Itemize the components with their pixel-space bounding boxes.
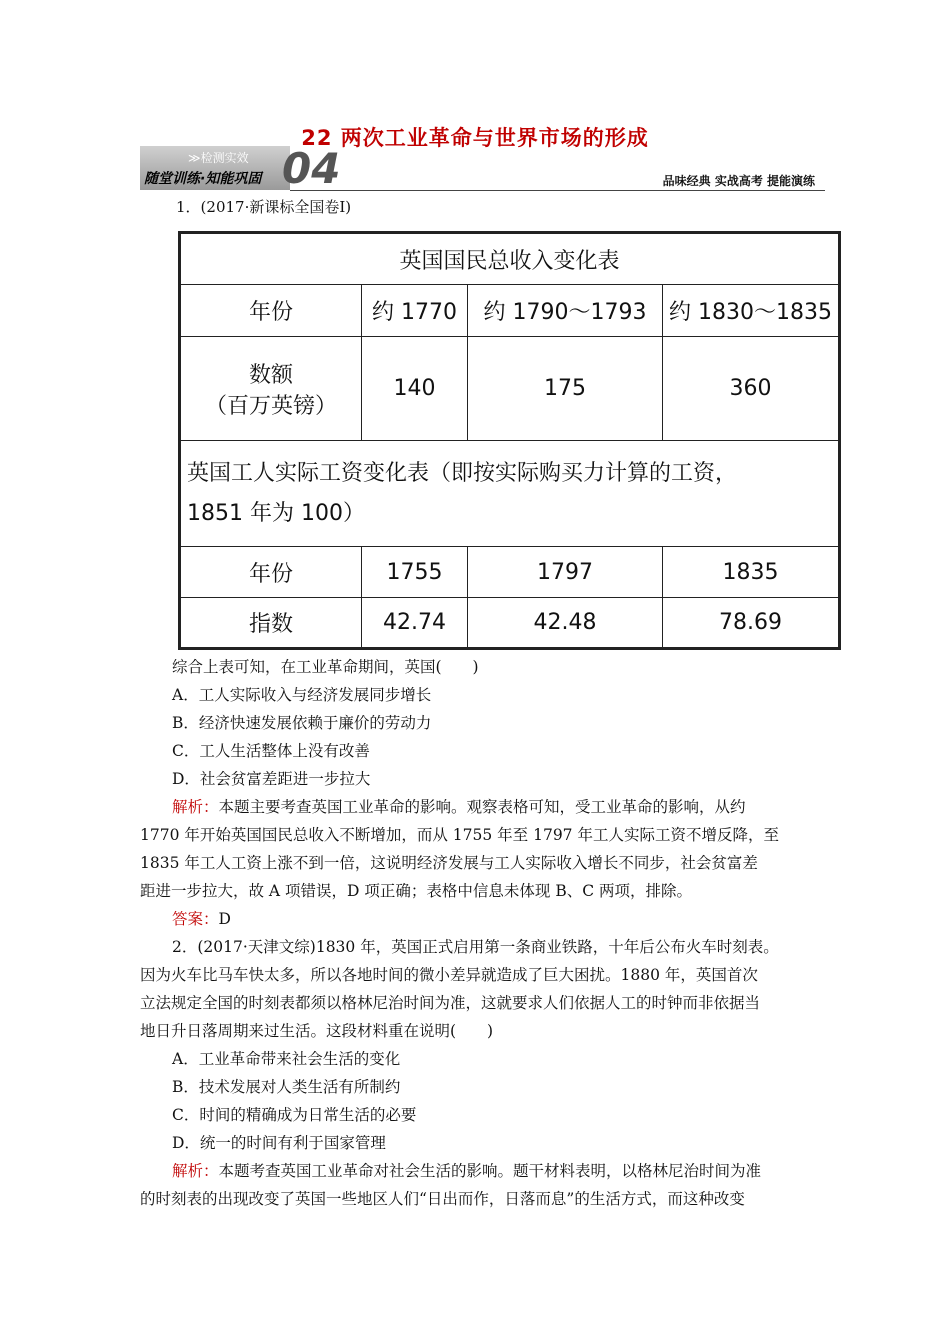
analysis-line: 的时刻表的出现改变了英国一些地区人们“日出而作，日落而息”的生活方式，而这种改变 bbox=[140, 1190, 745, 1208]
banner-top-label: ≫检测实效 bbox=[188, 151, 249, 165]
section-banner bbox=[140, 146, 825, 192]
table-cell: 指数 bbox=[180, 598, 362, 649]
amount-unit: （百万英镑） bbox=[204, 393, 337, 419]
table-cell: 360 bbox=[663, 337, 840, 441]
option-b: B．经济快速发展依赖于廉价的劳动力 bbox=[172, 714, 432, 732]
banner-slogan: 品味经典 实战高考 提能演练 bbox=[662, 174, 815, 188]
table-cell: 1755 bbox=[362, 547, 468, 598]
table-cell: 78.69 bbox=[663, 598, 840, 649]
table-cell: 42.48 bbox=[468, 598, 663, 649]
option-a: A．工人实际收入与经济发展同步增长 bbox=[172, 686, 432, 704]
table-cell: 42.74 bbox=[362, 598, 468, 649]
answer-label: 答案： bbox=[172, 910, 219, 928]
table2-title bbox=[180, 441, 840, 547]
amount-label: 数额 bbox=[248, 362, 293, 388]
analysis-text: 本题考查英国工业革命对社会生活的影响。题干材料表明，以格林尼治时间为准 bbox=[218, 1162, 762, 1180]
table-cell: 1835 bbox=[663, 547, 840, 598]
table2-title-line1: 英国工人实际工资变化表（即按实际购买力计算的工资， bbox=[187, 460, 738, 486]
question-2-stem: 2．(2017·天津文综)1830 年，英国正式启用第一条商业铁路，十年后公布火车时刻表。 bbox=[172, 938, 779, 956]
analysis-text: 本题主要考查英国工业革命的影响。观察表格可知，受工业革命的影响，从约 bbox=[218, 798, 746, 816]
banner-number: 04 bbox=[282, 144, 341, 193]
answer-value: D bbox=[218, 910, 231, 928]
table-cell: 1797 bbox=[468, 547, 663, 598]
option-a: A．工业革命带来社会生活的变化 bbox=[172, 1050, 401, 1068]
table-cell: 约 1830～1835 bbox=[663, 285, 840, 337]
question-2-stem: 立法规定全国的时刻表都须以格林尼治时间为准，这就要求人们依据人工的时钟而非依据当 bbox=[140, 994, 761, 1012]
data-table bbox=[178, 231, 841, 650]
table1-title: 英国国民总收入变化表 bbox=[180, 233, 840, 285]
analysis-line: 1835 年工人工资上涨不到一倍，这说明经济发展与工人实际收入增长不同步，社会贫富差 bbox=[140, 854, 758, 872]
page-title: 22 两次工业革命与世界市场的形成 bbox=[301, 126, 649, 150]
table-cell: 约 1770 bbox=[362, 285, 468, 337]
option-c: C．工人生活整体上没有改善 bbox=[172, 742, 370, 760]
question-2-stem: 地日升日落周期来过生活。这段材料重在说明( ) bbox=[140, 1022, 494, 1040]
table-cell: 年份 bbox=[180, 547, 362, 598]
question-2-stem: 因为火车比马车快太多，所以各地时间的微小差异就造成了巨大困扰。1880 年，英国首次 bbox=[140, 966, 758, 984]
option-c: C．时间的精确成为日常生活的必要 bbox=[172, 1106, 417, 1124]
option-d: D．统一的时间有利于国家管理 bbox=[172, 1134, 386, 1152]
option-b: B．技术发展对人类生活有所制约 bbox=[172, 1078, 401, 1096]
banner-main-label: 随堂训练·知能巩固 bbox=[144, 171, 262, 187]
option-d: D．社会贫富差距进一步拉大 bbox=[172, 770, 371, 788]
answer-1 bbox=[172, 907, 231, 929]
table-cell: 年份 bbox=[180, 285, 362, 337]
analysis-label: 解析： bbox=[172, 1162, 219, 1180]
table-cell: 175 bbox=[468, 337, 663, 441]
question-1-stem: 综合上表可知，在工业革命期间，英国( ) bbox=[172, 658, 479, 676]
table-cell: 140 bbox=[362, 337, 468, 441]
analysis-2 bbox=[172, 1159, 761, 1181]
analysis-1 bbox=[172, 795, 746, 817]
question-1-source: 1．(2017·新课标全国卷Ⅰ) bbox=[176, 198, 352, 216]
banner-divider bbox=[290, 190, 825, 191]
analysis-line: 距进一步拉大，故 A 项错误，D 项正确；表格中信息未体现 B、C 两项，排除。 bbox=[140, 882, 693, 900]
table-cell bbox=[180, 337, 362, 441]
analysis-label: 解析： bbox=[172, 798, 219, 816]
analysis-line: 1770 年开始英国国民总收入不断增加，而从 1755 年至 1797 年工人实际工资不增反降，至 bbox=[140, 826, 779, 844]
table2-title-line2: 1851 年为 100） bbox=[187, 500, 365, 526]
table-cell: 约 1790～1793 bbox=[468, 285, 663, 337]
